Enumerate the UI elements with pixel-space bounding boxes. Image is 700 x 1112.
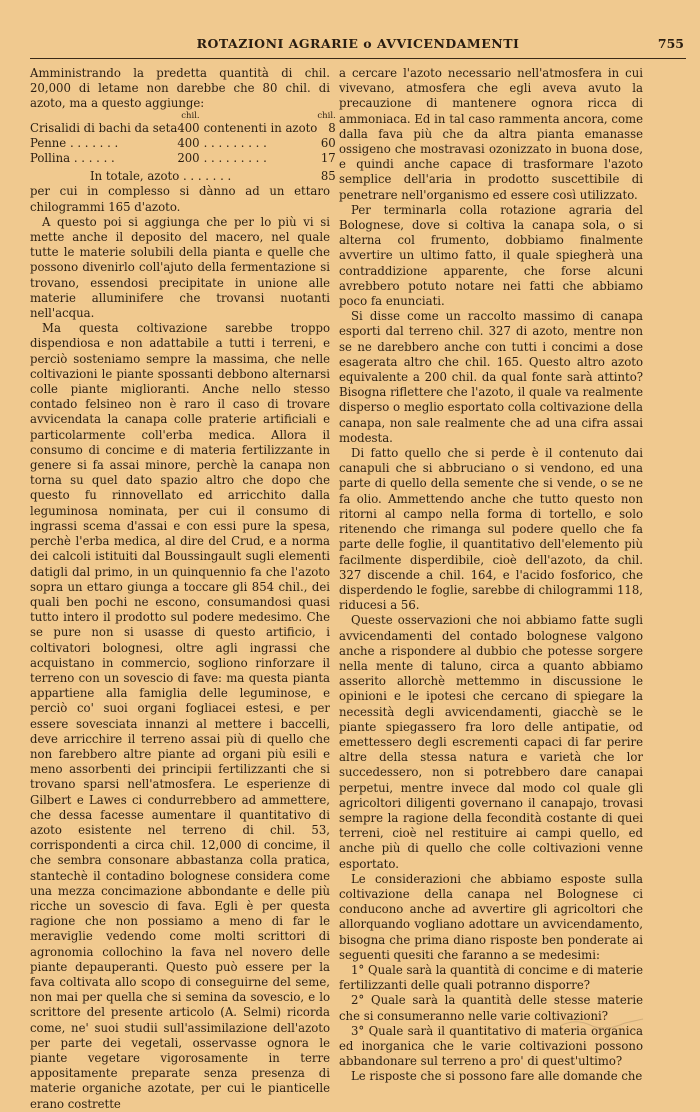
- table-row: [30, 121, 336, 136]
- row-azoto: 17: [320, 151, 336, 166]
- question-item: 1° Quale sarà la quantità di concime e di materie fertilizzanti delle quali potranno disporre?: [339, 962, 643, 993]
- row-mid: contenenti in azoto: [203, 120, 318, 135]
- row-label: Crisalidi di bachi da seta: [30, 120, 178, 135]
- page-header: [30, 36, 686, 59]
- left-column: [30, 66, 336, 1112]
- question-item: 2° Quale sarà la quantità delle stesse materie che si consumeranno nelle varie coltivazioni?: [339, 993, 643, 1023]
- body-paragraph: Queste osservazioni che noi abbiamo fatte sugli avvicendamenti del contado bolognese valgono anche a rispondere al dubbio che potesse sorgere nella mente di taluno, circa a quanto abbiamo asserito allorchè mettemmo in discussione le opinioni e le ipotesi che cercano di spiegare la necessità degli avvicendamenti, giacchè se le piante spiegassero fra loro delle antipatie, od emettessero degli escrementi capaci di far perire altre della stessa natura e varietà che lor succedessero, non si potrebbero dare canapai perpetui, mentre invece dal modo col quale gli agricoltori diligenti governano il canapajo, trovasi sempre la ragione della fecondità costante di quei terreni, cioè nel restituire ai campi quello, ed anche più di quello che colle coltivazioni venne esportato.: [339, 613, 643, 871]
- body-paragraph: Si disse come un raccolto massimo di canapa esporti dal terreno chil. 327 di azoto, mentre non se ne darebbero anche con tutti i concimi a dose esagerata altro che chil. 165. Questo altro azoto equivalente a 200 chil. da qual fonte sarà attinto? Bisogna riflettere che l'azoto, il quale va realmente disperso o meglio esportato colla coltivazione della canapa, non sale realmente che ad una cifra assai modesta.: [339, 309, 643, 445]
- table-row: [30, 136, 336, 151]
- row-qty: 400: [177, 120, 200, 135]
- total-label: In totale, azoto . . . . . . .: [90, 169, 232, 184]
- body-paragraph: per cui in complesso si dànno ad un ettaro chilogrammi 165 d'azoto.: [30, 184, 330, 214]
- body-paragraph: A questo poi si aggiunga che per lo più vi si mette anche il deposito del macero, nel quale tutte le materie solubili della pianta e quelle che possono divenirlo coll'ajuto della fermentazione si trovano, essendosi precipitate in unione alle materie alluminifere che trovansi nuotanti nell'acqua.: [30, 214, 330, 321]
- row-azoto: 8: [328, 120, 336, 135]
- row-label: Pollina . . . . . .: [30, 151, 115, 166]
- row-qty: 200: [177, 151, 200, 166]
- body-paragraph: Le considerazioni che abbiamo esposte sulla coltivazione della canapa nel Bolognese ci conducono anche ad avvertire gli agricoltori che allorquando vogliano adottare un avvicendamento, bisogna che prima diano risposte ben ponderate ai seguenti quesiti che faranno a se medesimi:: [339, 871, 643, 962]
- body-paragraph: Di fatto quello che si perde è il contenuto dai canapuli che si abbruciano o si vendono, ed una parte di quello della semente che si vende, o se ne fa olio. Ammettendo anche che tutto questo non ritorni al campo nella forma di tortello, e solo ritenendo che rimanga sul podere quello che fa parte delle foglie, il quantitativo dell'elemento più facilmente disperdibile, cioè dell'azoto, da chil. 327 discende a chil. 164, e l'acido fosforico, che disperdendo le foglie, sarebbe di chilogrammi 118, riducesi a 56.: [339, 446, 643, 613]
- nitrogen-table: [30, 112, 336, 185]
- intro-paragraph: Amministrando la predetta quantità di chil. 20,000 di letame non darebbe che 80 chil. di azoto, ma a questo aggiunge:: [30, 66, 330, 111]
- body-paragraph: Per terminarla colla rotazione agraria del Bolognese, dove si coltiva la canapa sola, o si alterna col frumento, dobbiamo finalmente avvertire un ultimo fatto, il quale spiegherà una contraddizione apparente, che forse alcuni avrebbero potuto notare nei fatti che abbiamo poco fa enunciati.: [339, 202, 643, 309]
- row-mid: . . . . . . . . .: [203, 135, 267, 150]
- body-paragraph: Ma questa coltivazione sarebbe troppo dispendiosa e non adattabile a tutti i terreni, e perciò sosteniamo sempre la massima, che nelle coltivazioni le piante spossanti debbono alternarsi colle piante miglioranti. Anche nello stesso contado felsineo non è raro il caso di trovare avvicendata la canapa colle praterie artificiali e particolarmente coll'erba medica. Allora il consumo di concime e di materia fertilizzante in genere si fa assai minore, perchè la canapa non torna su quel dato spazio altro che dopo che questo fu rinnovellato ed arricchito dalla leguminosa nominata, per cui il consumo di ingrassi scema d'assai e con essi pure la spesa, perchè l'erba medica, al dire del Crud, e a norma dei calcoli istituiti dal Boussingault sugli elementi datigli dal primo, in un quinquennio fa che l'azoto sopra un ettaro giunga a toccare gli 854 chil., dei quali ben pochi ne escono, consumandosi quasi tutto intero il prodotto sul podere medesimo. Che se pure non si usasse di questo artificio, i coltivatori bolognesi, oltre agli ingrassi che acquistano in commercio, sogliono rinforzare il terreno con un sovescio di fave: ma questa pianta appartiene alla famiglia delle leguminose, e perciò co' suoi organi fogliacei estesi, e per essere sovesciata innanzi al mettere i baccelli, deve arricchire il terreno assai più di quello che non farebbero altre piante ad organi più esili e meno assorbenti dei principii fertilizzanti che si trovano sparsi nell'atmosfera. Le esperienze di Gilbert e Lawes ci condurrebbero ad ammettere, che dessa facesse aumentare il quantitativo di azoto esistente nel terreno di chil. 53, corrispondenti a circa chil. 12,000 di concime, il che sembra consonare abbastanza colla pratica, stantechè il contadino bolognese considera come una mezza concimazione abbondante e delle più ricche un sovescio di fava. Egli è per questa ragione che non possiamo a meno di far le meraviglie vedendo come molti scrittori di agronomia collochino la fava nel novero delle piante depauperanti. Questo può essere per la fava coltivata allo scopo di conseguirne del seme, non mai per quella che si semina da sovescio, e lo scrittore del presente articolo (A. Selmi) ricorda come, ne' suoi studii sull'assimilazione dell'azoto per parte dei vegetali, osservasse ognora le piante vegetare vigorosamente in terre appositamente preparate senza presenza di materie organiche azotate, per cui le pianticelle erano costrette: [30, 321, 330, 1111]
- body-paragraph: Le risposte che si possono fare alle domande che: [351, 1069, 643, 1084]
- scan-watermark: [555, 1016, 645, 1028]
- question-item: 3° Quale sarà il quantitativo di materia organica ed inorganica che le varie coltivazioni possono abbandonare sul terreno a pro' di quest'ultimo?: [339, 1023, 643, 1069]
- unit-label: chil.: [181, 110, 200, 121]
- right-column: [339, 66, 643, 1085]
- unit-label: chil.: [317, 110, 336, 121]
- body-paragraph: a cercare l'azoto necessario nell'atmosfera in cui vivevano, atmosfera che egli aveva avuto la precauzione di mantenere ognora ricca di ammoniaca. Ed in tal caso rammenta ancora, come dalla fava più che da altra pianta emanasse ossigeno che mostravasi ozonizzato in buona dose, e quindi anche capace di trasformare l'azoto semplice dell'aria in prodotto suscettibile di penetrare nell'organismo ed essere così utilizzato.: [339, 66, 643, 202]
- table-row: [30, 151, 336, 166]
- total-value: 85: [320, 169, 336, 184]
- page-number: 755: [657, 36, 684, 51]
- row-azoto: 60: [320, 135, 336, 150]
- running-title: ROTAZIONI AGRARIE o AVVICENDAMENTI: [196, 36, 520, 51]
- row-qty: 400: [177, 135, 200, 150]
- row-label: Penne . . . . . . .: [30, 135, 119, 150]
- table-total-row: [30, 166, 336, 184]
- row-mid: . . . . . . . . .: [203, 151, 267, 166]
